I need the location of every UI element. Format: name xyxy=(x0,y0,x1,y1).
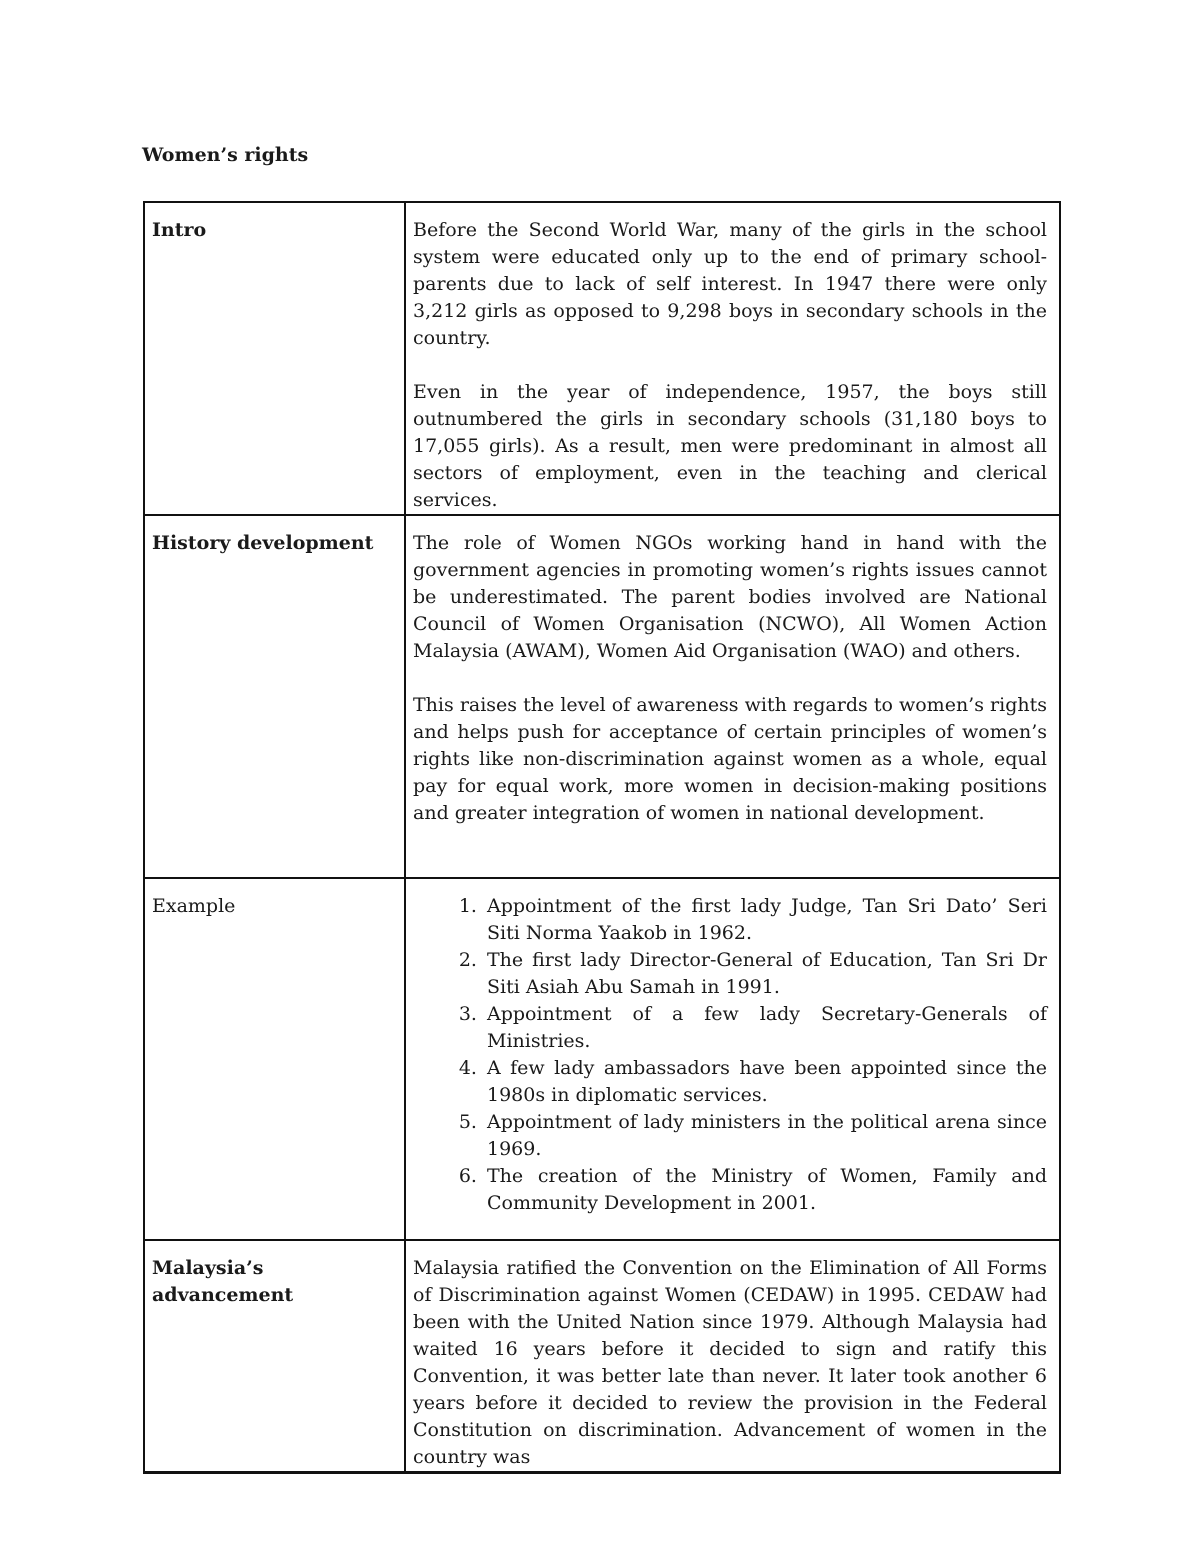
row-content-intro xyxy=(405,202,1060,515)
table-row-history xyxy=(144,515,1060,878)
row-content-example xyxy=(405,878,1060,1240)
womens-rights-table xyxy=(143,201,1061,1474)
malaysia-paragraph-1: Malaysia ratified the Convention on the Elimination of All Forms of Discrimination against Women (CEDAW) in 1995. CEDAW had been with the United Nation since 1979. Although Malaysia had waited 16 years before it decided to sign and ratify this Convention, it was better late than never. It later took another 6 years before it decided to review the provision in the Federal Constitution on discrimination. Advancement of women in the country was xyxy=(413,1257,1047,1468)
document-title: Women’s rights xyxy=(142,144,309,166)
example-list-item: 4. A few lady ambassadors have been appointed since the 1980s in diplomatic services. xyxy=(483,1055,1047,1109)
row-label-malaysia-advancement: Malaysia’s advancement xyxy=(144,1240,405,1473)
example-list-item: 6. The creation of the Ministry of Women, Family and Community Development in 2001. xyxy=(483,1163,1047,1217)
row-label-intro: Intro xyxy=(144,202,405,515)
example-list-item: 5. Appointment of lady ministers in the political arena since 1969. xyxy=(483,1109,1047,1163)
example-list-item: 1. Appointment of the first lady Judge, Tan Sri Dato’ Seri Siti Norma Yaakob in 1962. xyxy=(483,893,1047,947)
table-row-malaysia-advancement xyxy=(144,1240,1060,1473)
intro-paragraph-2: Even in the year of independence, 1957, the boys still outnumbered the girls in secondary schools (31,180 boys to 17,055 girls). As a result, men were predominant in almost all sectors of employment, even in the teaching and clerical services. xyxy=(413,381,1047,511)
history-paragraph-2: This raises the level of awareness with regards to women’s rights and helps push for acceptance of certain principles of women’s rights like non-discrimination against women as a whole, equal pay for equal work, more women in decision-making positions and greater integration of women in national development. xyxy=(413,694,1047,824)
row-content-malaysia-advancement xyxy=(405,1240,1060,1473)
row-label-history: History development xyxy=(144,515,405,878)
example-list-item: 3. Appointment of a few lady Secretary-Generals of Ministries. xyxy=(483,1001,1047,1055)
row-label-example: Example xyxy=(144,878,405,1240)
history-paragraph-1: The role of Women NGOs working hand in hand with the government agencies in promoting women’s rights issues cannot be underestimated. The parent bodies involved are National Council of Women Organisation (NCWO), All Women Action Malaysia (AWAM), Women Aid Organisation (WAO) and others. xyxy=(413,532,1047,662)
example-list-item: 2. The first lady Director-General of Education, Tan Sri Dr Siti Asiah Abu Samah in 1991. xyxy=(483,947,1047,1001)
intro-paragraph-1: Before the Second World War, many of the girls in the school system were educated only up to the end of primary school-parents due to lack of self interest. In 1947 there were only 3,212 girls as opposed to 9,298 boys in secondary schools in the country. xyxy=(413,219,1047,349)
table-row-intro xyxy=(144,202,1060,515)
table-row-example xyxy=(144,878,1060,1240)
row-content-history xyxy=(405,515,1060,878)
example-list xyxy=(413,893,1047,1217)
